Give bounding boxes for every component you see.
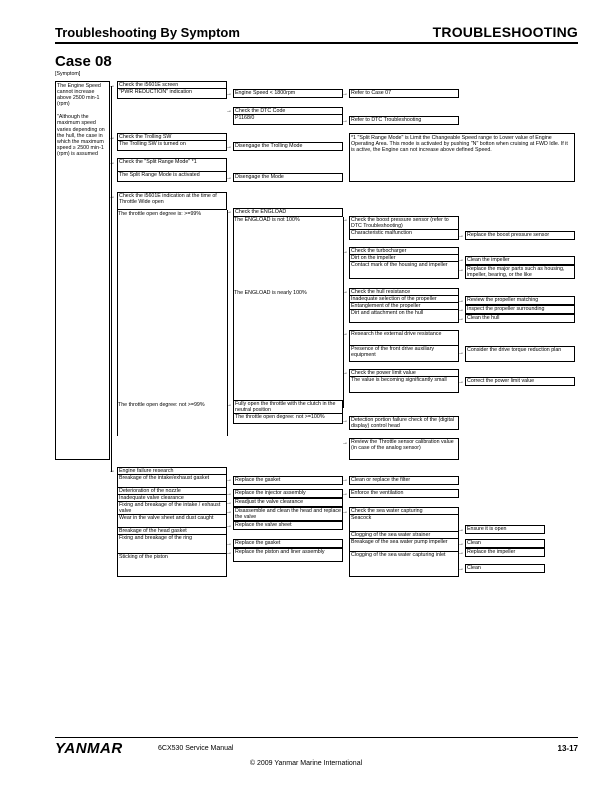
action-head: Disassemble and clean the head and replace the valve: [235, 508, 342, 521]
connector-line: [233, 217, 234, 408]
engload-full-label: The ENGLOAD is nearly 100%: [234, 290, 307, 296]
arrow-icon: →: [458, 298, 464, 304]
copyright: © 2009 Yanmar Marine International: [249, 760, 363, 767]
arrow-icon: →: [226, 209, 232, 215]
arrow-icon: →: [458, 550, 464, 556]
arrow-icon: →: [226, 541, 232, 547]
connector-line: [111, 86, 112, 472]
arrow-icon: →: [342, 440, 348, 446]
arrow-icon: →: [226, 500, 232, 506]
arrow-icon: →: [458, 316, 464, 322]
arrow-icon: →: [226, 108, 232, 114]
arrow-icon: →: [458, 233, 464, 239]
footer-rule: [55, 737, 578, 738]
action-piston: Replace the piston and liner assembly: [233, 548, 343, 562]
arrow-icon: →: [226, 144, 232, 150]
arrow-icon: →: [226, 491, 232, 497]
arrow-icon: →: [342, 370, 348, 376]
seawater-action-4: Clean: [465, 564, 545, 573]
engine-speed-box: Engine Speed < 1800rpm: [233, 89, 343, 98]
arrow-icon: →: [342, 491, 348, 497]
arrow-icon: →: [226, 550, 232, 556]
action-valve-clearance: Readjust the valve clearance: [233, 498, 343, 507]
action-gasket: Replace the gasket: [233, 476, 343, 485]
page-number: 13-17: [557, 744, 578, 753]
arrow-icon: →: [458, 350, 464, 356]
seawater-action-3: Replace the impeller: [465, 548, 545, 557]
arrow-icon: →: [342, 418, 348, 424]
engine-failure-box: Engine failure research Breakage of the intake/exhaust gasket Deterioration of the nozzle Inadequate valve clearance Fixing and breakage of the intake / exhaust valve Wear in the valve sheet and dust caught Breakage of the head gasket Fixing and breakage of the ring Sticking of the piston: [117, 467, 227, 577]
connector-line: [343, 217, 344, 408]
detect-box: Detection portion failure check of the (digital display) control head: [349, 416, 459, 430]
symptom-label: [Symptom]: [55, 71, 81, 77]
arrow-icon: →: [458, 379, 464, 385]
power-action-box: Correct the power limit value: [465, 377, 575, 386]
hull-box: Check the hull resistance Inadequate selection of the propeller Entanglement of the propeller Dirt and attachment on the hull: [349, 288, 459, 323]
arrow-icon: →: [226, 509, 232, 515]
seawater-box: Check the sea water capturing Seacock Clogging of the sea water strainer Breakage of the sea water pump impeller Clogging of the sea water capturing inlet: [349, 507, 459, 577]
arrow-icon: →: [458, 307, 464, 313]
turbo-box: Check the turbocharger Dirt on the impeller Contact mark of the housing and impeller: [349, 247, 459, 279]
review-box: Review the Throttle sensor calibration value (in case of the analog sensor): [349, 438, 459, 460]
ventilation-box: Enforce the ventilation: [349, 489, 459, 498]
arrow-icon: →: [226, 91, 232, 97]
action-valve-sheet: Replace the valve sheet: [233, 521, 343, 530]
section-title: Troubleshooting By Symptom: [55, 25, 240, 40]
symptom-box: [55, 81, 110, 460]
arrow-icon: →: [109, 194, 115, 200]
clutch-box: Fully open the throttle with the clutch in the neutral position The throttle open degree: not >=100%: [233, 400, 343, 424]
arrow-icon: →: [342, 91, 348, 97]
arrow-icon: →: [109, 135, 115, 141]
turbo-action-1: Clean the impeller: [465, 256, 575, 265]
engload-low-label: The ENGLOAD is not 100%: [234, 217, 300, 223]
refer-case-box: Refer to Case 07: [349, 89, 459, 98]
trolling-action-box: Disengage the Trolling Mode: [233, 142, 343, 151]
arrow-icon: →: [226, 175, 232, 181]
arrow-icon: →: [226, 477, 232, 483]
arrow-icon: →: [109, 83, 115, 89]
arrow-icon: →: [342, 249, 348, 255]
check-screen-box: Check the i5601E screen "PWR REDUCTION" indication: [117, 81, 227, 99]
case-title: Case 08: [55, 53, 112, 70]
arrow-icon: →: [226, 402, 232, 408]
turbo-action-2: Replace the major parts such as housing, impeller, bearing, or the like: [465, 265, 575, 279]
arrow-icon: →: [342, 509, 348, 515]
seawater-action-2: Clean: [465, 539, 545, 548]
drive-action-box: Consider the drive torque reduction plan: [465, 346, 575, 362]
symptom-text: The Engine Speed cannot increase above 2500 min-1 (rpm): [57, 83, 101, 108]
arrow-icon: →: [342, 217, 348, 223]
arrow-icon: →: [342, 331, 348, 337]
chapter-title: TROUBLESHOOTING: [432, 24, 578, 40]
arrow-icon: →: [342, 289, 348, 295]
arrow-icon: →: [109, 468, 115, 474]
action-head-gasket: Replace the gasket: [233, 539, 343, 548]
arrow-icon: →: [226, 523, 232, 529]
refer-dtc-box: Refer to DTC Troubleshooting: [349, 116, 459, 125]
trolling-box: Check the Trolling SW The Trolling SW is turned on: [117, 133, 227, 151]
arrow-icon: →: [342, 477, 348, 483]
dtc-box: Check the DTC Code P1168/0: [233, 107, 343, 125]
yanmar-logo: YANMAR: [55, 740, 123, 757]
arrow-icon: →: [109, 160, 115, 166]
arrow-icon: →: [458, 566, 464, 572]
boost-box: Check the boost pressure sensor (refer to DTC Troubleshooting) Characteristic malfunction: [349, 216, 459, 240]
arrow-icon: →: [458, 541, 464, 547]
arrow-icon: →: [342, 118, 348, 124]
split-action-box: Disengage the Mode: [233, 173, 343, 182]
hull-action-1: Review the propeller matching: [465, 296, 575, 305]
boost-action-box: Replace the boost pressure sensor: [465, 231, 575, 240]
header-rule: [55, 42, 578, 44]
wide-open-box: Check the i5601E indication at the time of Throttle Wide open: [117, 192, 227, 210]
filter-box: Clean or replace the filter: [349, 476, 459, 485]
drive-box: Research the external drive resistance Presence of the front drive auxiliary equipment: [349, 330, 459, 362]
arrow-icon: →: [458, 257, 464, 263]
manual-title: 6CX530 Service Manual: [158, 745, 234, 752]
split-note-box: *1 "Split Range Mode" is Limit the Changeable Speed range to Lower value of Engine Operating Area. This mode is activated by pushing "N" botton when cruising at FWD Idle. If it is active, the Engine can not increase above defined Speed.: [349, 133, 575, 182]
engload-head-box: Check the ENGLOAD: [233, 208, 343, 217]
hull-action-3: Clean the hull: [465, 314, 575, 323]
seawater-action-1: Ensure it is open: [465, 525, 545, 534]
power-box: Check the power limit value The value is becoming significantly small: [349, 369, 459, 393]
throttle-lt-label: The throttle open degree: not >=99%: [118, 402, 205, 408]
throttle-ge-label: The throttle open degree is: >=99%: [118, 211, 202, 217]
symptom-note: "Although the maximum speed varies depending on the hull, the case in which the maximum speed ≥ 2500 min-1 (rpm) is assumed: [57, 114, 105, 157]
arrow-icon: →: [458, 267, 464, 273]
action-injector: Replace the injector assembly: [233, 489, 343, 498]
hull-action-2: Inspect the propeller surrounding: [465, 305, 575, 314]
split-box: Check the "Split Range Mode" *1 The Split Range Mode is activated: [117, 158, 227, 182]
arrow-icon: →: [458, 527, 464, 533]
